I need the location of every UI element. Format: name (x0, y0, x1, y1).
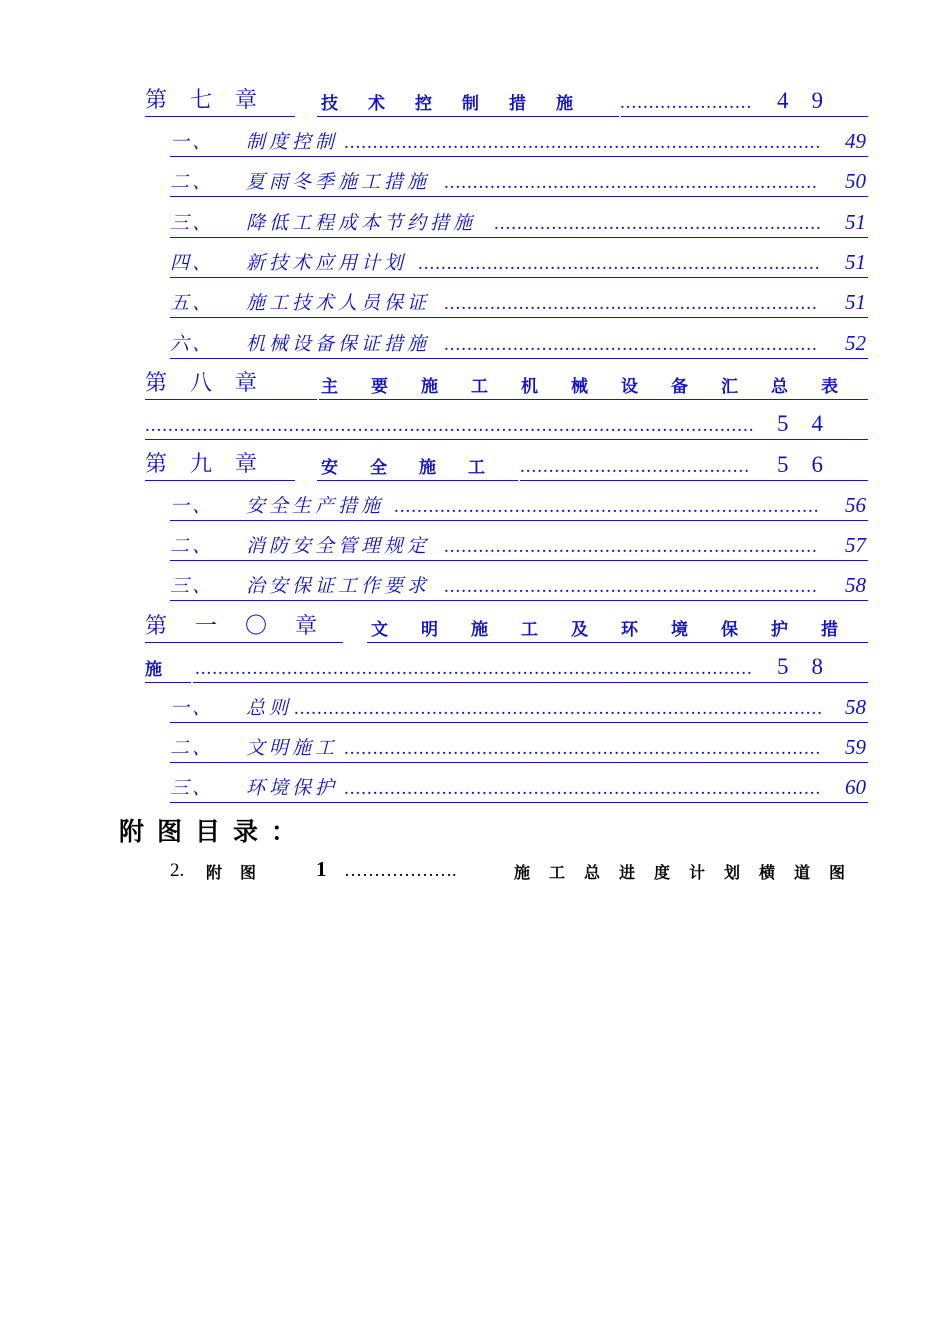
section-number: 二、 (170, 535, 215, 557)
section-number: 六、 (170, 333, 215, 355)
toc-section[interactable] (170, 287, 868, 318)
page-number: 54 (777, 411, 846, 436)
chapter-label: 第八章 (145, 371, 281, 396)
section-title: 新技术应用计划 (246, 252, 408, 274)
section-title: 机械设备保证措施 (246, 333, 431, 355)
dot-leader: ................................................................. (444, 536, 818, 557)
chapter-label: 第七章 (145, 88, 281, 113)
appendix-item (170, 856, 868, 886)
chapter-title: 施 (145, 660, 192, 680)
dot-leader: ................................................................................... (344, 132, 822, 153)
dot-leader: ................................................................................... (344, 738, 822, 759)
toc-chapter-10-continued[interactable] (145, 652, 868, 683)
chapter-title: 主要施工机械设备汇总表 (321, 377, 871, 397)
page-number: 58 (845, 695, 866, 719)
section-number: 一、 (170, 131, 215, 153)
underline-gap (317, 398, 319, 402)
section-title: 消防安全管理规定 (246, 535, 431, 557)
section-title: 总则 (246, 697, 293, 719)
dot-leader: ………………. (344, 860, 457, 880)
section-title: 降低工程成本节约措施 (246, 212, 477, 234)
toc-chapter-8[interactable] (145, 369, 871, 400)
appendix-heading: 附图目录： (119, 817, 310, 846)
toc-section[interactable] (170, 207, 868, 238)
chapter-title: 技术控制措施 (321, 94, 603, 114)
chapter-title: 文明施工及环境保护措 (371, 620, 871, 640)
underline-gap (619, 115, 621, 119)
section-number: 一、 (170, 495, 215, 517)
item-label: 附图 (206, 863, 275, 882)
page-number: 60 (845, 775, 866, 799)
toc-section[interactable] (170, 126, 868, 157)
item-number: 2. (170, 860, 185, 881)
toc-chapter-9[interactable] (145, 450, 868, 481)
toc-section[interactable] (170, 570, 868, 601)
chapter-label: 第九章 (145, 452, 281, 477)
dot-leader: .......................................................................................................... (145, 415, 755, 436)
section-number: 四、 (170, 252, 215, 274)
toc-section[interactable] (170, 732, 868, 763)
section-title: 环境保护 (246, 777, 339, 799)
section-title: 文明施工 (246, 737, 339, 759)
page-number: 56 (845, 493, 866, 517)
toc-section[interactable] (170, 530, 868, 561)
page-number: 58 (777, 654, 846, 679)
toc-chapter-7[interactable] (145, 86, 868, 117)
page-number: 59 (845, 735, 866, 759)
section-title: 治安保证工作要求 (246, 575, 431, 597)
page-number: 51 (845, 210, 866, 234)
underline-gap (518, 479, 520, 483)
toc-chapter-10[interactable] (145, 612, 871, 643)
toc-section[interactable] (170, 166, 868, 197)
toc-chapter-8-continued[interactable] (145, 409, 868, 440)
underline-gap (295, 479, 317, 483)
dot-leader: ................................................................................................. (195, 658, 753, 679)
section-title: 夏雨冬季施工措施 (246, 171, 431, 193)
dot-leader: ......................................................... (494, 213, 822, 234)
toc-section[interactable] (170, 490, 868, 521)
section-number: 二、 (170, 737, 215, 759)
section-title: 安全生产措施 (246, 495, 385, 517)
page-number: 52 (845, 331, 866, 355)
item-index: 1 (316, 857, 327, 881)
dot-leader: ................................................................. (444, 293, 818, 314)
chapter-title: 安全施工 (321, 458, 517, 478)
section-number: 一、 (170, 697, 215, 719)
toc-section[interactable] (170, 328, 868, 359)
section-number: 三、 (170, 777, 215, 799)
page-number: 56 (777, 452, 846, 477)
dot-leader: ................................................................. (444, 334, 818, 355)
underline-gap (295, 115, 317, 119)
chapter-label: 第一〇章 (145, 614, 346, 639)
page-number: 49 (845, 129, 866, 153)
toc-section[interactable] (170, 692, 868, 723)
dot-leader: ................................................................. (444, 172, 818, 193)
dot-leader: ............................................................................................ (294, 698, 823, 719)
section-number: 三、 (170, 212, 215, 234)
page-number: 49 (777, 88, 846, 113)
dot-leader: ........................................ (520, 456, 750, 477)
page-number: 51 (845, 250, 866, 274)
toc-section[interactable] (170, 772, 868, 803)
section-title: 制度控制 (246, 131, 339, 153)
dot-leader: .......................................................................... (394, 496, 820, 517)
dot-leader: ................................................................................... (344, 778, 822, 799)
underline-gap (343, 641, 367, 645)
page-number: 58 (845, 573, 866, 597)
toc-section[interactable] (170, 247, 868, 278)
section-number: 三、 (170, 575, 215, 597)
section-title: 施工技术人员保证 (246, 292, 431, 314)
item-title: 施工总进度计划横道图 (514, 863, 865, 882)
dot-leader: ....................... (620, 92, 753, 113)
page-number: 50 (845, 169, 866, 193)
underline-gap (191, 681, 193, 685)
page-number: 51 (845, 290, 866, 314)
dot-leader: ................................................................. (444, 576, 818, 597)
section-number: 二、 (170, 171, 215, 193)
page-number: 57 (845, 533, 866, 557)
dot-leader: ...................................................................... (418, 253, 821, 274)
section-number: 五、 (170, 292, 215, 314)
